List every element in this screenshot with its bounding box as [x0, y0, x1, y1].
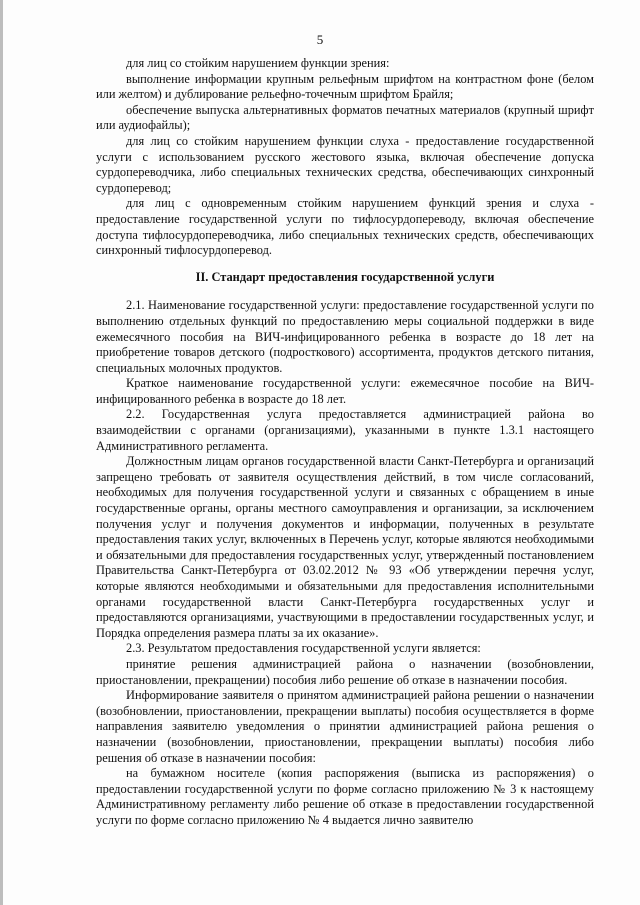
- paragraph: Краткое наименование государственной услуги: ежемесячное пособие на ВИЧ-инфицированного ребенка в возрасте до 18 лет.: [96, 376, 594, 406]
- paragraph: 2.1. Наименование государственной услуги: предоставление государственной услуги по выполнению отдельных функций по предоставлению меры социальной поддержки в виде ежемесячного пособия на ВИЧ-инфицированного ребенка в возрасте до 18 лет на приобретение товаров детского (подросткового) ассортимента, продуктов детского питания, специальных молочных продуктов.: [96, 298, 594, 375]
- paragraph: принятие решения администрацией района о назначении (возобновлении, приостановлении, прекращении) пособия либо решение об отказе в назначении пособия.: [96, 656, 594, 687]
- paragraph: для лиц со стойким нарушением функции зрения:: [126, 56, 390, 70]
- page-number: 5: [316, 32, 324, 47]
- paragraph: Должностным лицам органов государственной власти Санкт-Петербурга и организаций запрещено требовать от заявителя осуществления действий, в том числе согласований, необходимых для получения государственной услуги и связанных с обращением в иные государственные органы, органы местного самоуправления и организации, за исключением получения услуг и получения документов и информации, полученных в результате предоставления таких услуг, включенных в Перечень услуг, которые являются необходимыми и обязательными для предоставления государственных услуг, утвержденный постановлением Правительства Санкт-Петербурга от 03.02.2012 № 93 «Об утверждении перечня услуг, которые являются необходимыми и обязательными для предоставления исполнительными органами государственной власти Санкт-Петербурга государственных услуг и предоставляются организациями, участвующими в предоставлении государственных услуг, и Порядка определения размера платы за их оказание».: [96, 454, 594, 640]
- paragraph: 2.2. Государственная услуга предоставляется администрацией района во взаимодействии с органами (организациями), указанными в пункте 1.3.1 настоящего Административного регламента.: [96, 407, 594, 453]
- document-body: [96, 56, 594, 829]
- paragraph: на бумажном носителе (копия распоряжения (выписка из распоряжения) о предоставлении государственной услуги по форме согласно приложению № 3 к настоящему Административному регламенту либо решение об отказе в предоставлении государственной услуги по форме согласно приложению № 4 выдается лично заявителю: [96, 766, 594, 827]
- section-title: II. Стандарт предоставления государственной услуги: [195, 269, 495, 284]
- paragraph: Информирование заявителя о принятом администрацией района решении о назначении (возобновлении, приостановлении, прекращении выплаты) пособия осуществляется в форме направления заявителю уведомления о принятии администрацией района решения о назначении (возобновлении, приостановлении, прекращении выплаты) пособия либо решения об отказе в назначении пособия:: [96, 688, 594, 765]
- paragraph: выполнение информации крупным рельефным шрифтом на контрастном фоне (белом или желтом) и дублирование рельефно-точечным шрифтом Брайля;: [96, 71, 594, 102]
- scan-edge: [0, 0, 3, 905]
- paragraph: 2.3. Результатом предоставления государственной услуги является:: [126, 641, 481, 656]
- paragraph: для лиц с одновременным стойким нарушением функций зрения и слуха - предоставление государственной услуги по тифлосурдопереводу, включая обеспечение доступа тифлосурдопереводчика, либо специальных технических средств, обеспечивающих синхронный тифлосурдоперевод.: [96, 196, 594, 258]
- paragraph: обеспечение выпуска альтернативных форматов печатных материалов (крупный шрифт или аудиофайлы);: [96, 102, 594, 133]
- paragraph: для лиц со стойким нарушением функции слуха - предоставление государственной услуги с использованием русского жестового языка, включая обеспечение допуска сурдопереводчика, либо специальных технических средства, обеспечивающих синхронный сурдоперевод;: [96, 133, 594, 195]
